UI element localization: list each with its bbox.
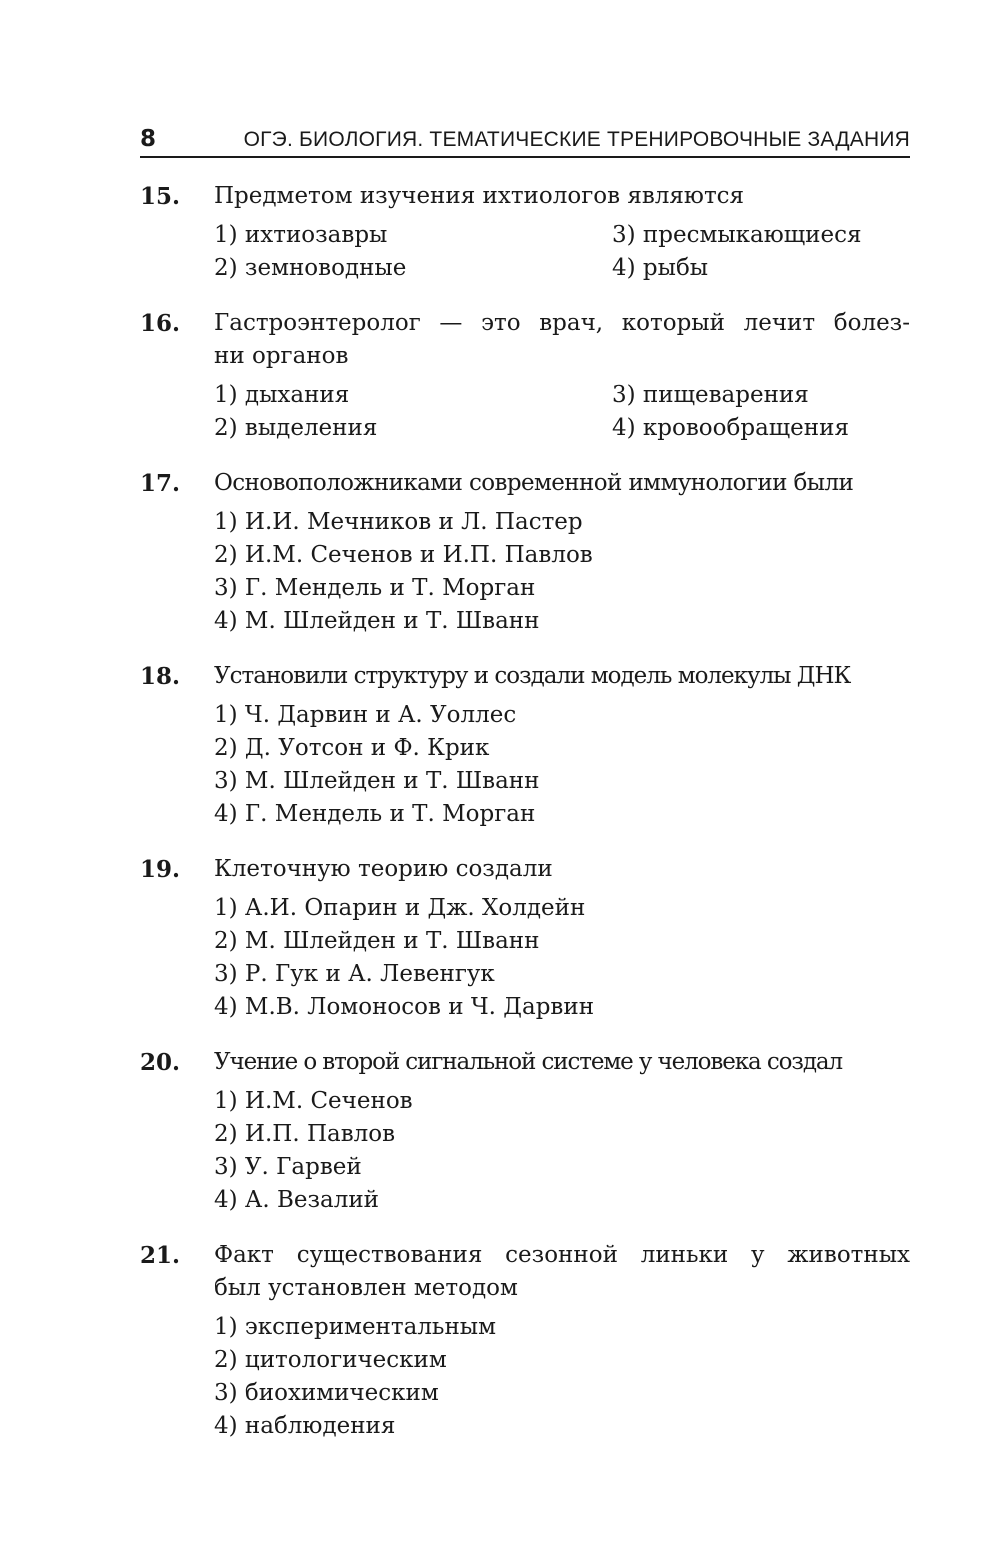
question-number: 19.	[140, 856, 181, 883]
question-21	[140, 1239, 910, 1443]
option-2: 2) Д. Уотсон и Ф. Крик	[214, 735, 490, 761]
question-text: Основоположниками современной иммунологии были	[214, 470, 854, 496]
question-text-line-1: Факт существования сезонной линьки у животных	[214, 1242, 910, 1268]
question-text-line-2: ни органов	[214, 343, 349, 369]
option-3: 3) Г. Мендель и Т. Морган	[214, 575, 536, 601]
option-4: 4) кровообращения	[612, 415, 849, 441]
option-2: 2) земноводные	[214, 255, 407, 281]
running-title: ОГЭ. БИОЛОГИЯ. ТЕМАТИЧЕСКИЕ ТРЕНИРОВОЧНЫЕ ЗАДАНИЯ	[243, 128, 910, 151]
question-number: 20.	[140, 1049, 181, 1076]
option-4: 4) рыбы	[612, 255, 709, 281]
option-4: 4) Г. Мендель и Т. Морган	[214, 801, 536, 827]
options	[214, 219, 910, 285]
option-2: 2) И.П. Павлов	[214, 1121, 396, 1147]
option-1: 1) дыхания	[214, 382, 350, 408]
option-3: 3) М. Шлейден и Т. Шванн	[214, 768, 540, 794]
question-text	[214, 307, 910, 373]
option-4: 4) наблюдения	[214, 1413, 396, 1439]
question-text-line-1: Гастроэнтеролог — это врач, который лечит болез-	[214, 310, 910, 336]
question-text-line-2: был установлен методом	[214, 1275, 518, 1301]
options	[214, 699, 910, 831]
option-4: 4) А. Везалий	[214, 1187, 379, 1213]
question-number: 21.	[140, 1242, 181, 1269]
page-header	[140, 118, 910, 158]
question-number: 18.	[140, 663, 181, 690]
option-4: 4) М.В. Ломоносов и Ч. Дарвин	[214, 994, 595, 1020]
question-text: Учение о второй сигнальной системе у человека создал	[214, 1049, 843, 1075]
options	[214, 379, 910, 445]
question-text: Клеточную теорию создали	[214, 856, 553, 882]
option-1: 1) И.И. Мечников и Л. Пастер	[214, 509, 583, 535]
question-20	[140, 1046, 910, 1217]
question-18	[140, 660, 910, 831]
question-text: Установили структуру и создали модель молекулы ДНК	[214, 663, 851, 689]
question-text	[214, 1239, 910, 1305]
option-1: 1) Ч. Дарвин и А. Уоллес	[214, 702, 517, 728]
options	[214, 1085, 910, 1217]
option-2: 2) цитологическим	[214, 1347, 447, 1373]
question-text: Предметом изучения ихтиологов являются	[214, 183, 745, 209]
option-2: 2) М. Шлейден и Т. Шванн	[214, 928, 540, 954]
question-16	[140, 307, 910, 445]
question-number: 16.	[140, 310, 181, 337]
option-1: 1) экспериментальным	[214, 1314, 496, 1340]
option-2: 2) И.М. Сеченов и И.П. Павлов	[214, 542, 593, 568]
option-2: 2) выделения	[214, 415, 378, 441]
page	[140, 118, 910, 1443]
options	[214, 892, 910, 1024]
option-3: 3) биохимическим	[214, 1380, 439, 1406]
question-19	[140, 853, 910, 1024]
option-3: 3) пресмыкающиеся	[612, 222, 862, 248]
option-1: 1) И.М. Сеченов	[214, 1088, 413, 1114]
option-3: 3) пищеварения	[612, 382, 809, 408]
question-number: 17.	[140, 470, 181, 497]
option-3: 3) Р. Гук и А. Левенгук	[214, 961, 495, 987]
question-17	[140, 467, 910, 638]
option-1: 1) А.И. Опарин и Дж. Холдейн	[214, 895, 586, 921]
option-1: 1) ихтиозавры	[214, 222, 388, 248]
question-number: 15.	[140, 183, 181, 210]
options	[214, 1311, 910, 1443]
option-3: 3) У. Гарвей	[214, 1154, 362, 1180]
option-4: 4) М. Шлейден и Т. Шванн	[214, 608, 540, 634]
question-15	[140, 180, 910, 285]
options	[214, 506, 910, 638]
page-number: 8	[140, 126, 157, 152]
